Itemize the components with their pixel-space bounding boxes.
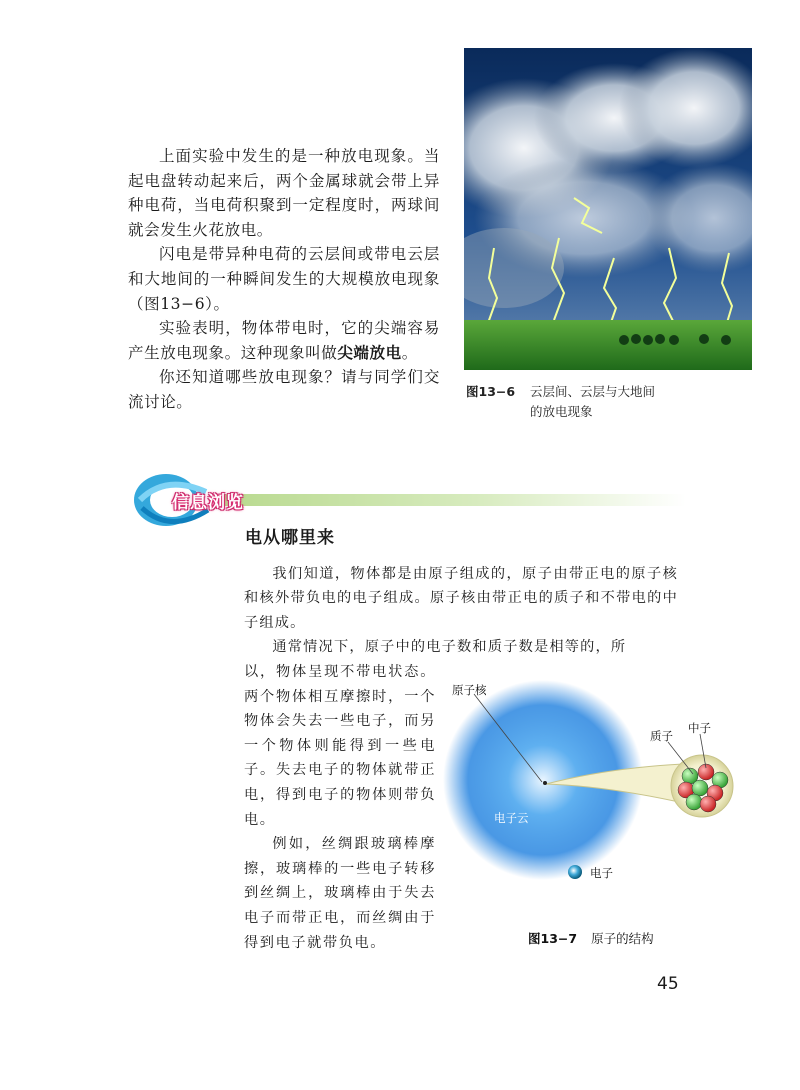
label-nucleus: 原子核 <box>452 683 487 697</box>
paragraph-discussion: 你还知道哪些放电现象？请与同学们交流讨论。 <box>128 368 440 411</box>
figure-13-6-caption-line1: 云层间、云层与大地间 <box>530 384 656 399</box>
figure-13-6-number: 图13−6 <box>466 384 516 399</box>
paragraph-discharge: 上面实验中发生的是一种放电现象。当起电盘转动起来后，两个金属球就会带上异种电荷，当电荷积聚到一定程度时，两球间就会发生火花放电。 <box>128 147 440 239</box>
atom-diagram <box>438 676 738 916</box>
term-point-discharge: 尖端放电 <box>337 343 402 362</box>
label-neutron: 中子 <box>688 721 711 735</box>
paragraph-lightning: 闪电是带异种电荷的云层间或带电云层和大地间的一种瞬间发生的大规模放电现象（图13−6）。 <box>128 245 440 313</box>
label-electron: 电子 <box>590 866 613 880</box>
label-electron-cloud: 电子云 <box>494 811 529 825</box>
paragraph-silk-glass: 例如，丝绸跟玻璃棒摩擦，玻璃棒的一些电子转移到丝绸上，玻璃棒由于失去电子而带正电，而丝绸由于得到电子就带负电。 <box>244 836 436 951</box>
page-number: 45 <box>657 974 679 994</box>
label-proton: 质子 <box>650 729 673 743</box>
atom-structure-figure <box>438 676 738 916</box>
figure-13-6-caption-line2: 的放电现象 <box>530 404 593 419</box>
figure-13-7-number: 图13−7 <box>528 931 578 946</box>
figure-13-7-caption <box>528 929 654 947</box>
info-banner-bar <box>218 494 686 506</box>
reading-wide-text <box>244 562 678 660</box>
section-heading: 电从哪里来 <box>245 528 335 548</box>
paragraph-atom-structure: 我们知道，物体都是由原子组成的，原子由带正电的原子核和核外带负电的电子组成。原子核由带正电的质子和不带电的中子组成。 <box>244 566 678 631</box>
paragraph-equal-count: 通常情况下，原子中的电子数和质子数是相等的，所 <box>272 639 627 656</box>
info-banner-title: 信息浏览 <box>172 493 244 513</box>
figure-13-6-caption <box>466 382 746 422</box>
info-browse-banner <box>126 464 686 534</box>
paragraph-point-discharge: 实验表明，物体带电时，它的尖端容易产生放电现象。这种现象叫做尖端放电。 <box>128 319 440 362</box>
lightning-photo <box>464 48 752 370</box>
reading-narrow-text <box>244 660 436 955</box>
intro-text-block <box>128 144 440 415</box>
paragraph-friction: 以，物体呈现不带电状态。两个物体相互摩擦时，一个物体会失去一些电子，而另一个物体则能得到一些电子。失去电子的物体就带正电，得到电子的物体则带负电。 <box>244 664 436 828</box>
figure-13-7-caption-text: 原子的结构 <box>591 931 654 946</box>
